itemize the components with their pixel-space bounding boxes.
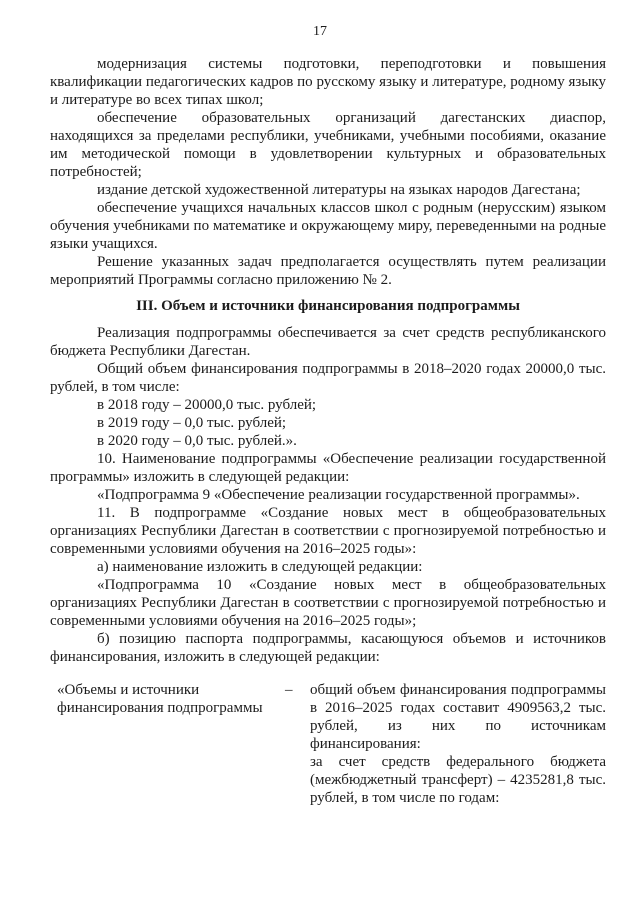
paragraph-subprogram-9: «Подпрограмма 9 «Обеспечение реализации государственной программы». bbox=[97, 487, 580, 503]
passport-paragraph-total: общий объем финансирования подпрограммы в 2016–2025 годах составит 4909563,2 тыс. рублей, из них по источникам финансирования: bbox=[310, 682, 606, 752]
passport-funding-block bbox=[50, 681, 606, 807]
paragraph-childrens-literature: издание детской художественной литературы на языках народов Дагестана; bbox=[97, 182, 581, 198]
paragraph-item-11a: а) наименование изложить в следующей редакции: bbox=[97, 559, 423, 575]
passport-right-column bbox=[310, 681, 606, 807]
paragraph-funding-source: Реализация подпрограммы обеспечивается за счет средств республиканского бюджета Республики Дагестан. bbox=[50, 325, 606, 359]
paragraph-item-11: 11. В подпрограмме «Создание новых мест в общеобразовательных организациях Республики Дагестан в соответствии с прогнозируемой потребностью и современными условиями обучения на 2016–2025 годы»: bbox=[50, 505, 606, 557]
page-number: 17 bbox=[313, 24, 327, 39]
paragraph-item-10: 10. Наименование подпрограммы «Обеспечение реализации государственной программы» изложить в следующей редакции: bbox=[50, 451, 606, 485]
document-body bbox=[50, 55, 606, 807]
year-line-2019: в 2019 году – 0,0 тыс. рублей; bbox=[97, 415, 287, 431]
paragraph-diaspora-support: обеспечение образовательных организаций дагестанских диаспор, находящихся за пределами республики, учебниками, учебными пособиями, оказание им методической помощи в удовлетворении культурных и образовательных потребностей; bbox=[50, 110, 606, 180]
passport-paragraph-federal: за счет средств федерального бюджета (межбюджетный трансферт) – 4235281,8 тыс. рублей, в том числе по годам: bbox=[310, 754, 606, 806]
paragraph-subprogram-10: «Подпрограмма 10 «Создание новых мест в общеобразовательных организациях Республики Дагестан в соответствии с прогнозируемой потребностью и современными условиями обучения на 2016–2025 годы»; bbox=[50, 577, 606, 629]
year-line-2018: в 2018 году – 20000,0 тыс. рублей; bbox=[97, 397, 317, 413]
passport-dash-separator: – bbox=[285, 682, 293, 698]
paragraph-item-11b: б) позицию паспорта подпрограммы, касающуюся объемов и источников финансирования, изложить в следующей редакции: bbox=[50, 631, 606, 665]
paragraph-textbooks-translation: обеспечение учащихся начальных классов школ с родным (нерусским) языком обучения учебниками по математике и окружающему миру, переведенными на родные языки учащихся. bbox=[50, 200, 606, 252]
paragraph-total-funding: Общий объем финансирования подпрограммы в 2018–2020 годах 20000,0 тыс. рублей, в том числе: bbox=[50, 361, 606, 395]
passport-left-label: «Объемы и источники финансирования подпрограммы bbox=[57, 682, 263, 716]
paragraph-modernization: модернизация системы подготовки, переподготовки и повышения квалификации педагогических кадров по русскому языку и литературе, родному языку и литературе во всех типах школ; bbox=[50, 56, 606, 108]
year-line-2020: в 2020 году – 0,0 тыс. рублей.». bbox=[97, 433, 297, 449]
paragraph-program-implementation: Решение указанных задач предполагается осуществлять путем реализации мероприятий Программы согласно приложению № 2. bbox=[50, 254, 606, 288]
section-heading: III. Объем и источники финансирования подпрограммы bbox=[136, 298, 520, 314]
